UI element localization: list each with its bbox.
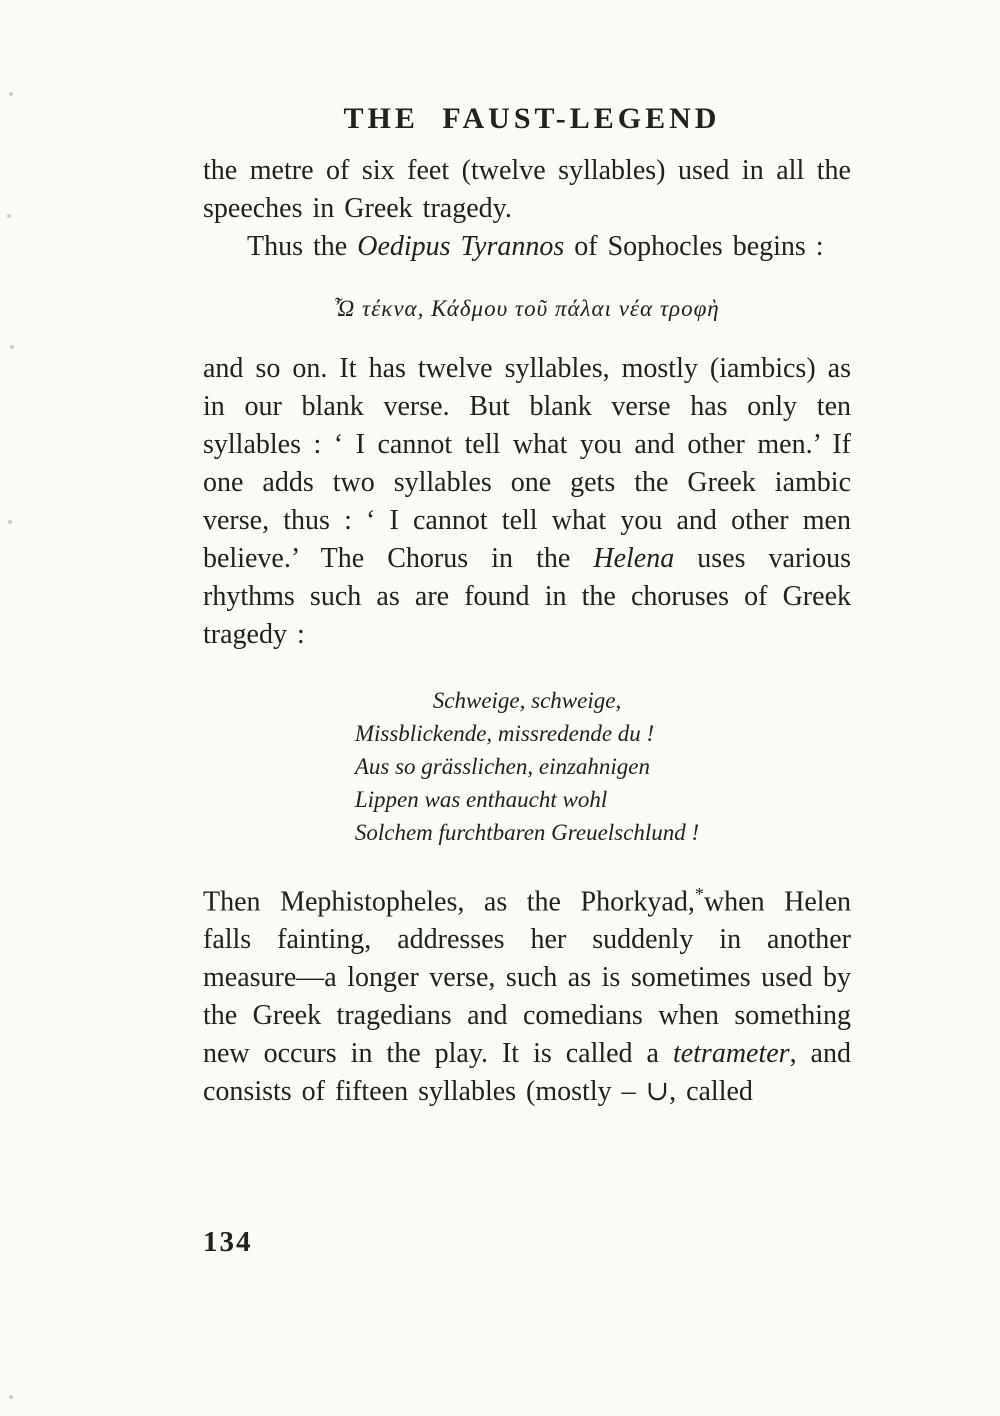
verse-line: Schweige, schweige, <box>432 688 622 713</box>
verse-lines <box>355 684 699 849</box>
text-run: Thus the <box>247 231 358 262</box>
scan-artifact <box>9 92 13 96</box>
scan-artifact <box>8 520 12 524</box>
paragraph-3 <box>203 350 851 654</box>
paragraph-1 <box>203 152 851 228</box>
verse-quotation <box>203 684 851 849</box>
text-run: the metre of six feet (twelve syllables) used in all the speeches in Greek tragedy. <box>203 155 851 224</box>
page-content <box>203 102 851 1111</box>
verse-line: Missblickende, missredende du ! <box>354 721 655 746</box>
scan-artifact <box>7 214 11 218</box>
scan-artifact <box>10 345 14 349</box>
footnote-marker: * <box>694 884 704 904</box>
text-run: of Sophocles begins : <box>564 231 824 262</box>
italic-text: Oedipus Tyrannos <box>357 231 565 262</box>
text-run: when Helen falls fainting, addresses her suddenly in another measure—a longer verse, such as is sometimes used by the Greek tragedians and comedians when something new occurs in the play. It is called a <box>203 886 851 1070</box>
paragraph-2 <box>203 228 851 266</box>
scan-artifact <box>9 1395 13 1399</box>
greek-quotation: Ὦ τέκνα, Κάδμου τοῦ πάλαι νέα τροφὴ <box>334 296 720 321</box>
text-run: , and consists of fifteen syllables (mostly – ∪, called <box>203 1038 851 1108</box>
italic-text: tetrameter <box>672 1038 790 1070</box>
italic-text: Helena <box>593 543 675 574</box>
text-run: and so on. It has twelve syllables, mostly (iambics) as in our blank verse. But blank verse has only ten syllables : ‘ I cannot tell what you and other men.’ If one adds two syllables one gets the Greek iambic verse, thus : ‘ I cannot tell what you and other men believe.’ The Chorus in the <box>203 353 851 574</box>
text-run: Then Mephistopheles, as the Phorkyad, <box>203 886 695 918</box>
verse-line: Lippen was enthaucht wohl <box>354 787 608 812</box>
paragraph-4 <box>203 875 851 1111</box>
verse-line: Solchem furchtbaren Greuelschlund ! <box>354 820 700 845</box>
verse-line: Aus so grässlichen, einzahnigen <box>354 754 651 779</box>
text-run: uses various rhythms such as are found in the choruses of Greek tragedy : <box>203 543 851 650</box>
page-number: 134 <box>203 1226 253 1258</box>
page-header: THE FAUST-LEGEND <box>343 102 721 135</box>
